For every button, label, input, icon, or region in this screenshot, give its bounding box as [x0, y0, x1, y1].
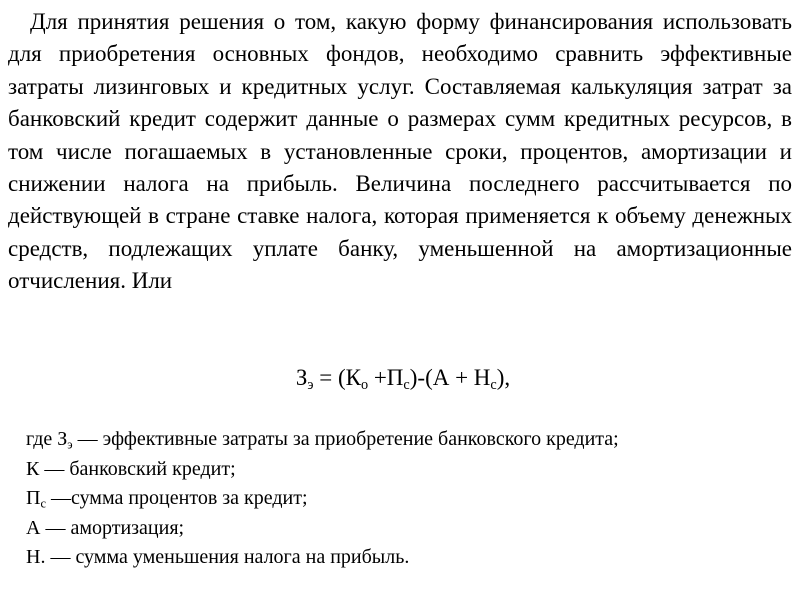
def1-text: — эффективные затраты за приобретение банковского кредита; [72, 428, 619, 450]
def3-text: —сумма процентов за кредит; [45, 487, 308, 509]
formula-z-sub: э [307, 376, 314, 393]
def3-prefix: П [26, 487, 41, 509]
formula-plus-p: +П [368, 365, 404, 390]
formula-eq-open: = (К [313, 365, 361, 390]
formula-n-sub: с [490, 376, 497, 393]
formula-middle: )-(А + Н [409, 365, 491, 390]
def1-sub: э [67, 437, 73, 452]
definition-bank-credit: К — банковский кредит; [26, 457, 236, 480]
definition-effective-costs [26, 425, 786, 455]
definition-amortization: А — амортизация; [26, 516, 185, 539]
definition-tax-reduction: Н. — сумма уменьшения налога на прибыль. [26, 546, 410, 568]
formula-k-sub: о [360, 376, 369, 393]
main-paragraph: Для принятия решения о том, какую форму финансирования использовать для приобретения основных фондов, необходимо сравнить эффективные затраты лизинговых и кредитных услуг. Составляемая калькуляция затрат за банковский кредит содержит данные о размерах сумм кредитных ресурсов, в том числе погашаемых в установленные сроки, процентов, амортизации и снижении налога на прибыль. Величина последнего рассчитывается по действующей в стране ставке налога, которая применяется к объему денежных средств, подлежащих уплате банку, уменьшенной на амортизационные отчисления. Или [8, 9, 792, 294]
definition-interest-sum [26, 484, 786, 514]
definitions-list [26, 425, 786, 573]
def3-sub: с [40, 496, 46, 511]
formula-p-sub: с [403, 376, 410, 393]
formula [0, 362, 800, 394]
def1-prefix: где З [26, 428, 68, 450]
formula-close: ), [496, 365, 511, 390]
formula-z: З [295, 365, 308, 390]
